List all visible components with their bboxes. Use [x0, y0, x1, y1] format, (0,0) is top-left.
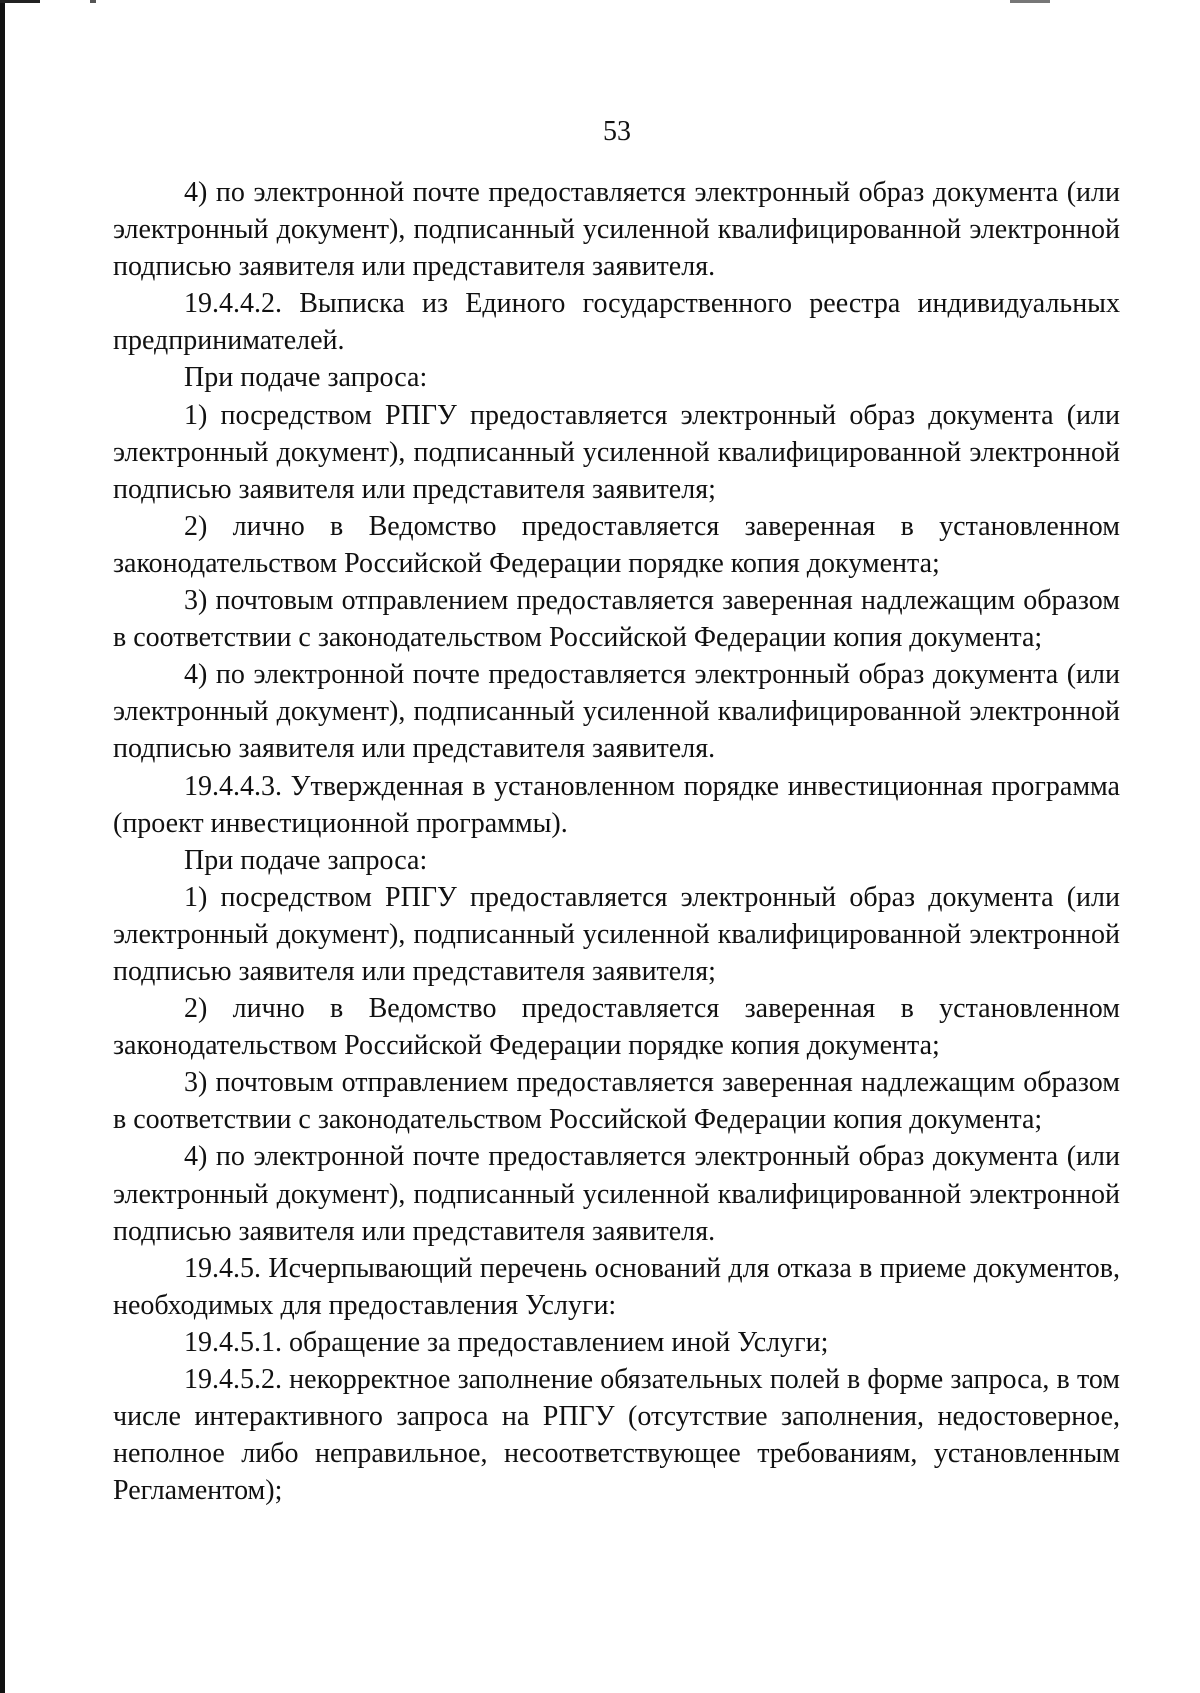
paragraph-item-1-rpgu-2: 1) посредством РПГУ предоставляется электронный образ документа (или электронный документ), подписанный усиленной квалифицированной электронной подписью заявителя или представителя заявителя; [113, 881, 1120, 987]
paragraph-section-19-4-5-1: 19.4.5.1. обращение за предоставлением иной Услуги; [184, 1326, 829, 1358]
paragraph-section-19-4-4-3: 19.4.4.3. Утвержденная в установленном порядке инвестиционная программа (проект инвестиционной программы). [113, 770, 1120, 839]
paragraph-section-19-4-4-2: 19.4.4.2. Выписка из Единого государственного реестра индивидуальных предпринимателей. [113, 288, 1120, 357]
paragraph-request-intro-2: При подаче запроса: [184, 844, 428, 876]
paragraph-item-4-email-2: 4) по электронной почте предоставляется электронный образ документа (или электронный документ), подписанный усиленной квалифицированной электронной подписью заявителя или представителя заявителя. [113, 659, 1120, 765]
scan-top-artifact [0, 0, 1200, 3]
paragraph-section-19-4-5: 19.4.5. Исчерпывающий перечень оснований для отказа в приеме документов, необходимых для предоставления Услуги: [113, 1252, 1120, 1321]
paragraph-item-3-mail-1: 3) почтовым отправлением предоставляется заверенная надлежащим образом в соответствии с законодательством Российской Федерации копия документа; [113, 585, 1120, 654]
paragraph-item-2-in-person-1: 2) лично в Ведомство предоставляется заверенная в установленном законодательством Российской Федерации порядке копия документа; [113, 510, 1120, 579]
page-number: 53 [603, 116, 631, 147]
paragraph-request-intro-1: При подаче запроса: [184, 362, 428, 394]
scan-edge [0, 0, 5, 1693]
paragraph-item-3-mail-2: 3) почтовым отправлением предоставляется заверенная надлежащим образом в соответствии с законодательством Российской Федерации копия документа; [113, 1067, 1120, 1136]
paragraph-section-19-4-5-2: 19.4.5.2. некорректное заполнение обязательных полей в форме запроса, в том числе интерактивного запроса на РПГУ (отсутствие заполнения, недостоверное, неполное либо неправильное, несоответствующее требованиям, установленным Регламентом); [113, 1364, 1120, 1507]
document-body [113, 174, 1120, 1509]
paragraph-item-1-rpgu-1: 1) посредством РПГУ предоставляется электронный образ документа (или электронный документ), подписанный усиленной квалифицированной электронной подписью заявителя или представителя заявителя; [113, 399, 1120, 505]
paragraph-item-4-email-3: 4) по электронной почте предоставляется электронный образ документа (или электронный документ), подписанный усиленной квалифицированной электронной подписью заявителя или представителя заявителя. [113, 1141, 1120, 1247]
paragraph-item-2-in-person-2: 2) лично в Ведомство предоставляется заверенная в установленном законодательством Российской Федерации порядке копия документа; [113, 993, 1120, 1062]
paragraph-item-4-email-1: 4) по электронной почте предоставляется электронный образ документа (или электронный документ), подписанный усиленной квалифицированной электронной подписью заявителя или представителя заявителя. [113, 177, 1120, 283]
